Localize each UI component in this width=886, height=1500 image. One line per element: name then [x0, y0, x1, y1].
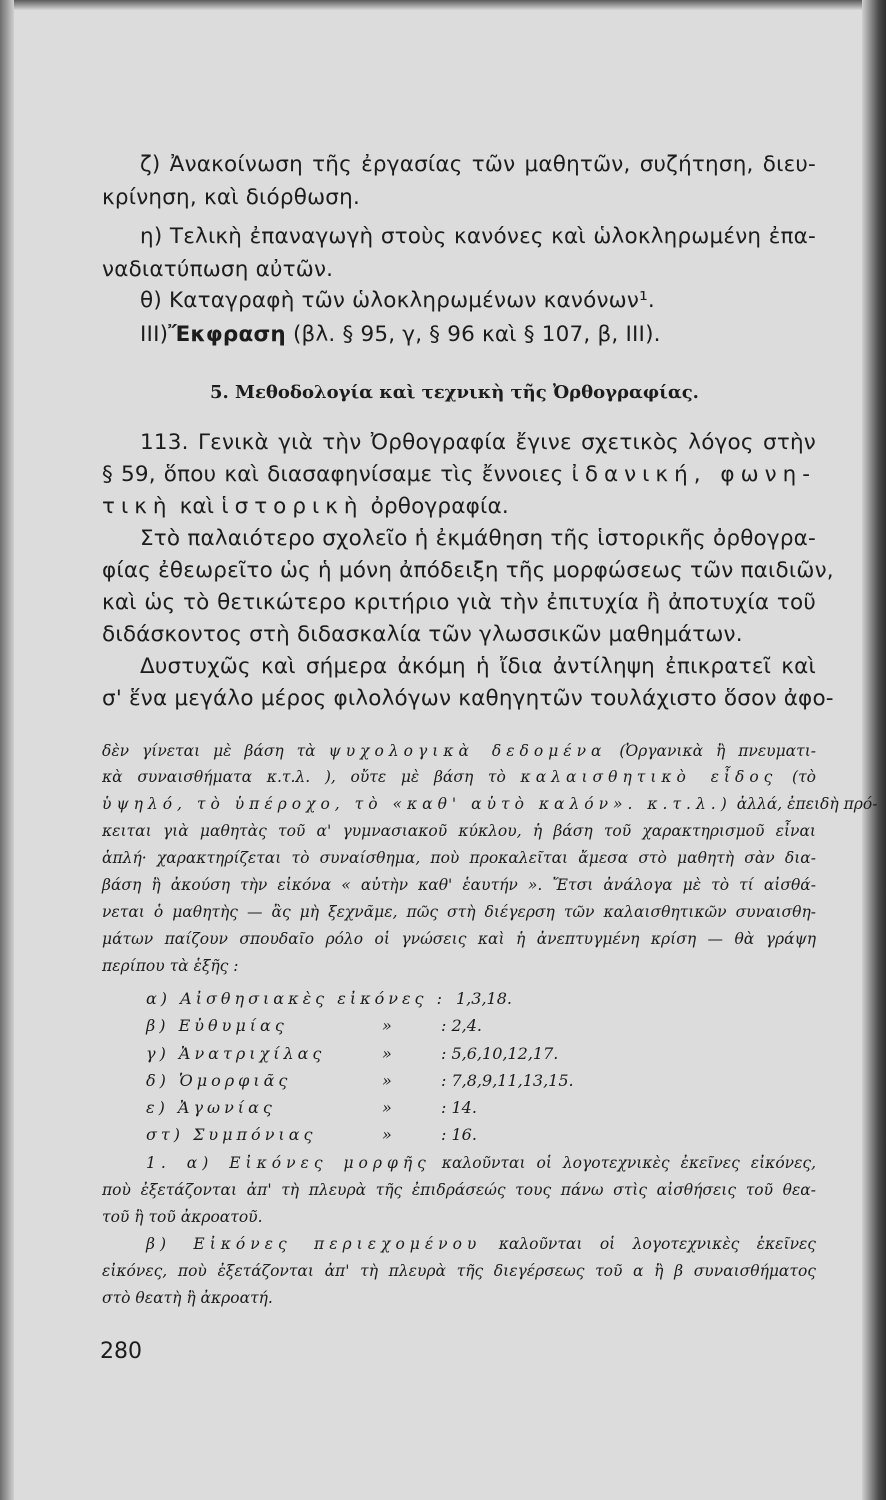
paragraph-2-line-4: διδάσκοντος στὴ διδασκαλία τῶν γλωσσικῶν μαθημάτων. — [102, 622, 743, 647]
spaced-term: καλαισθητικὸ εἶδος — [520, 768, 778, 786]
item-iii — [140, 320, 816, 350]
list-label: στ) Συμπόνιας — [146, 1125, 317, 1144]
note-2-line-3: στὸ θεατὴ ἢ ἀκροατή. — [102, 1289, 273, 1307]
paragraph-113-line-1: 113. Γενικὰ γιὰ τὴν Ὀρθογραφία ἔγινε σχετικὸς λόγος στὴν — [140, 430, 816, 455]
text-run: (τὸ — [777, 768, 816, 786]
text-run: καλοῦνται οἱ λογοτεχνικὲς ἐκεῖνες — [481, 1235, 816, 1253]
page-top-shadow — [0, 0, 886, 10]
spaced-term-ideal: ἰδανική, — [571, 462, 707, 487]
footnote-line-6: βάση ἢ ἀκούση τὴν εἰκόνα « αὐτὴν καθ' ἑαυτήν ». Ἔτσι ἀνάλογα μὲ τὸ τί αἰσθά- — [102, 876, 816, 894]
spaced-term-phonetic-end: τικὴ — [102, 494, 173, 519]
list-ditto: » — [382, 1098, 392, 1117]
footnote-line-8: μάτων παίζουν σπουδαῖο ρόλο οἱ γνώσεις καὶ ἡ ἀνεπτυγμένη κρίση — θὰ γράψη — [102, 930, 816, 948]
text-run: καλοῦνται οἱ λογοτεχνικὲς ἐκεῖνες εἰκόνες, — [430, 1154, 816, 1172]
text-run: § 59, ὅπου καὶ διασαφηνίσαμε τὶς ἔννοιες — [102, 462, 572, 487]
list-label: β) Εὐθυμίας — [146, 1016, 288, 1035]
list-label: δ) Ὁμορφιᾶς — [146, 1071, 292, 1090]
list-label: ε) Ἀγωνίας — [146, 1098, 276, 1117]
item-iii-prefix: III) — [140, 322, 169, 347]
page-number: 280 — [100, 1339, 142, 1364]
list-values: : 16. — [441, 1125, 477, 1144]
list-values: : 5,6,10,12,17. — [441, 1044, 559, 1063]
footnote-line-7: νεται ὁ μαθητὴς — ἂς μὴ ξεχνᾶμε, πῶς στὴ διέγερση τῶν καλαισθητικῶν συναισθη- — [102, 903, 816, 921]
note-1-line-1 — [146, 1150, 816, 1177]
paragraph-3-line-1: Δυστυχῶς καὶ σήμερα ἀκόμη ἡ ἴδια ἀντίληψη ἐπικρατεῖ καὶ — [140, 654, 816, 679]
item-zeta-continued: κρίνηση, καὶ διόρθωση. — [102, 185, 360, 210]
list-ditto: » — [382, 1044, 392, 1063]
spaced-term: β) Εἰκόνες περιεχομένου — [146, 1235, 482, 1253]
spaced-term: ψυχολογικὰ δεδομένα — [328, 742, 607, 760]
list-ditto: » — [382, 1125, 392, 1144]
text-run: (Ὀργανικὰ ἢ πνευματι- — [606, 742, 817, 760]
item-iii-rest: (βλ. § 95, γ, § 96 καὶ § 107, β, III). — [285, 322, 661, 347]
list-ditto: » — [382, 1016, 392, 1035]
paragraph-2-line-1: Στὸ παλαιότερο σχολεῖο ἡ ἐκμάθηση τῆς ἱστορικῆς ὀρθογρα- — [140, 526, 816, 551]
item-zeta: ζ) Ἀνακοίνωση τῆς ἐργασίας τῶν μαθητῶν, συζήτηση, διευ- — [140, 152, 816, 177]
note-2-line-1 — [146, 1231, 816, 1258]
list-values: : 7,8,9,11,13,15. — [441, 1071, 574, 1090]
text-run: ἀλλά, ἐπειδὴ πρό- — [731, 795, 878, 813]
paragraph-2-line-2: φίας ἐθεωρεῖτο ὡς ἡ μόνη ἀπόδειξη τῆς μορφώσεως τῶν παιδιῶν, — [102, 558, 834, 583]
note-1-line-2: ποὺ ἐξετάζονται ἀπ' τὴ πλευρὰ τῆς ἐπιδράσεώς τους πάνω στὶς αἰσθήσεις τοῦ θεα- — [102, 1181, 816, 1199]
list-label: γ) Ἀνατριχίλας — [146, 1044, 326, 1063]
item-eta-continued: ναδιατύπωση αὐτῶν. — [102, 257, 334, 282]
paragraph-2-line-3: καὶ ὡς τὸ θετικώτερο κριτήριο γιὰ τὴν ἐπιτυχία ἢ ἀποτυχία τοῦ — [102, 590, 816, 615]
footnote-line-2 — [102, 764, 816, 791]
list-values: : 14. — [441, 1098, 477, 1117]
page-left-shadow — [0, 0, 14, 1500]
paragraph-3-line-2: σ' ἕνα μεγάλο μέρος φιλολόγων καθηγητῶν τουλάχιστο ὅσον ἀφο- — [102, 686, 834, 711]
item-theta: θ) Καταγραφὴ τῶν ὡλοκληρωμένων κανόνων¹. — [140, 288, 655, 313]
spaced-term: ὑψηλό, τὸ ὑπέροχο, τὸ «καθ' αὑτὸ καλόν». κ.τ.λ.) — [102, 795, 732, 813]
item-iii-bold: Ἔκφραση — [168, 322, 286, 347]
text-run: ὀρθογραφία. — [363, 494, 509, 519]
footnote-line-9: περίπου τὰ ἑξῆς : — [102, 957, 239, 975]
item-eta: η) Τελικὴ ἐπαναγωγὴ στοὺς κανόνες καὶ ὡλοκληρωμένη ἐπα- — [140, 224, 816, 249]
paragraph-113-line-2 — [102, 460, 816, 490]
spaced-term: 1. α) Εἰκόνες μορφῆς — [146, 1154, 431, 1172]
spaced-term-phonetic: φωνη- — [706, 462, 816, 487]
note-2-line-2: εἰκόνες, ποὺ ἐξετάζονται ἀπ' τὴ πλευρὰ τῆς διεγέρσεως τοῦ α ἢ β συναισθήματος — [102, 1262, 816, 1280]
text-run: δὲν γίνεται μὲ βάση τὰ — [102, 742, 329, 760]
list-values: : 2,4. — [441, 1016, 483, 1035]
footnote-line-5: ἁπλή· χαρακτηρίζεται τὸ συναίσθημα, ποὺ προκαλεῖται ἄμεσα στὸ μαθητὴ σὰν δια- — [102, 849, 816, 867]
note-1-line-3: τοῦ ἢ τοῦ ἀκροατοῦ. — [102, 1208, 263, 1226]
list-label: α) Αἰσθησιακὲς εἰκόνες : — [146, 989, 446, 1008]
footnote-line-3 — [102, 791, 878, 818]
list-ditto: » — [382, 1071, 392, 1090]
footnote-line-1 — [102, 738, 816, 765]
page-right-edge — [862, 0, 886, 1500]
spaced-term-historic: ἱστορικὴ — [221, 494, 364, 519]
section-heading: 5. Μεθοδολογία καὶ τεχνικὴ τῆς Ὀρθογραφίας. — [210, 382, 699, 403]
text-run: καὶ — [172, 494, 222, 519]
paragraph-113-line-3 — [102, 492, 816, 522]
text-run: κὰ συναισθήματα κ.τ.λ. ), οὔτε μὲ βάση τὸ — [102, 768, 521, 786]
footnote-line-4: κειται γιὰ μαθητὰς τοῦ α' γυμνασιακοῦ κύκλου, ἡ βάση τοῦ χαρακτηρισμοῦ εἶναι — [102, 822, 816, 840]
list-values: 1,3,18. — [456, 989, 512, 1008]
